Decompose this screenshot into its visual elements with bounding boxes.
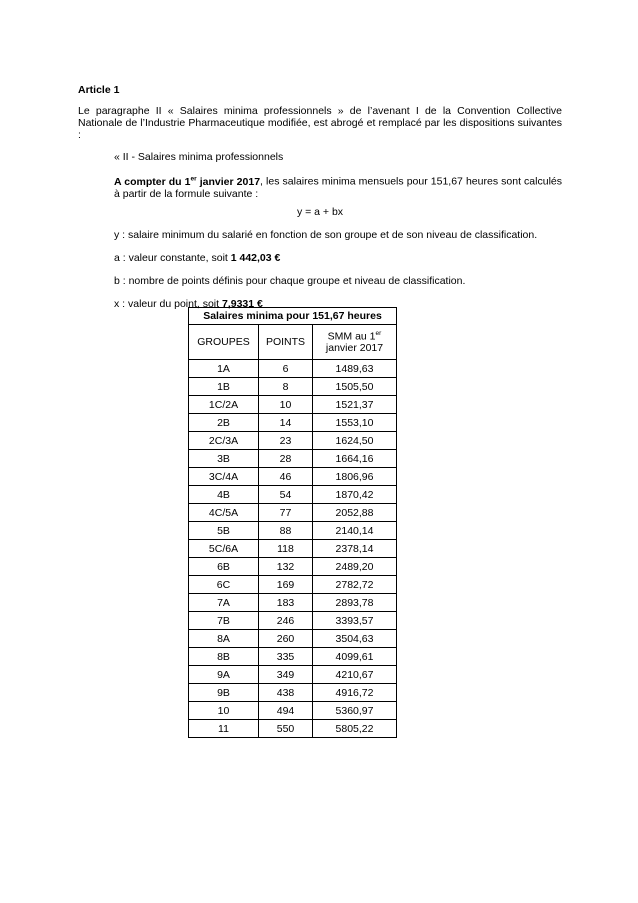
cell-points: 14 xyxy=(259,414,313,432)
cell-groupe: 5C/6A xyxy=(189,540,259,558)
cell-groupe: 8B xyxy=(189,648,259,666)
cell-points: 335 xyxy=(259,648,313,666)
cell-groupe: 3B xyxy=(189,450,259,468)
cell-groupe: 4B xyxy=(189,486,259,504)
cell-smm: 5805,22 xyxy=(313,720,397,738)
cell-groupe: 9B xyxy=(189,684,259,702)
b-definition: b : nombre de points définis pour chaque groupe et niveau de classification. xyxy=(114,274,466,287)
section-heading: « II - Salaires minima professionnels xyxy=(114,151,284,163)
cell-groupe: 2C/3A xyxy=(189,432,259,450)
table-row xyxy=(189,360,397,378)
cell-smm: 2140,14 xyxy=(313,522,397,540)
cell-groupe: 4C/5A xyxy=(189,504,259,522)
cell-smm: 2782,72 xyxy=(313,576,397,594)
table-row xyxy=(189,684,397,702)
cell-groupe: 7A xyxy=(189,594,259,612)
table-row xyxy=(189,558,397,576)
table-row xyxy=(189,414,397,432)
cell-smm: 3393,57 xyxy=(313,612,397,630)
cell-points: 54 xyxy=(259,486,313,504)
cell-points: 10 xyxy=(259,396,313,414)
cell-smm: 1870,42 xyxy=(313,486,397,504)
cell-points: 494 xyxy=(259,702,313,720)
table-row xyxy=(189,522,397,540)
cell-groupe: 11 xyxy=(189,720,259,738)
cell-smm: 4099,61 xyxy=(313,648,397,666)
cell-groupe: 8A xyxy=(189,630,259,648)
cell-groupe: 1B xyxy=(189,378,259,396)
cell-smm: 1806,96 xyxy=(313,468,397,486)
cell-points: 169 xyxy=(259,576,313,594)
article-title: Article 1 xyxy=(78,84,120,96)
cell-points: 46 xyxy=(259,468,313,486)
cell-smm: 2378,14 xyxy=(313,540,397,558)
cell-smm: 1521,37 xyxy=(313,396,397,414)
table-row xyxy=(189,576,397,594)
cell-smm: 5360,97 xyxy=(313,702,397,720)
table-row xyxy=(189,720,397,738)
table-row xyxy=(189,504,397,522)
table-row xyxy=(189,594,397,612)
table-row xyxy=(189,648,397,666)
cell-points: 132 xyxy=(259,558,313,576)
cell-points: 260 xyxy=(259,630,313,648)
cell-smm: 1505,50 xyxy=(313,378,397,396)
cell-groupe: 10 xyxy=(189,702,259,720)
cell-points: 77 xyxy=(259,504,313,522)
date-paragraph xyxy=(114,173,562,200)
cell-points: 6 xyxy=(259,360,313,378)
cell-points: 8 xyxy=(259,378,313,396)
date-rest: , les salaires minima mensuels pour 151,67 heures sont calculés à partir de la formule suivante : xyxy=(114,175,562,200)
y-definition: y : salaire minimum du salarié en fonction de son groupe et de son niveau de classification. xyxy=(114,228,538,241)
header-groupes: GROUPES xyxy=(189,325,259,360)
table-row xyxy=(189,450,397,468)
cell-groupe: 1A xyxy=(189,360,259,378)
cell-points: 118 xyxy=(259,540,313,558)
formula: y = a + bx xyxy=(296,205,344,218)
cell-points: 23 xyxy=(259,432,313,450)
cell-groupe: 5B xyxy=(189,522,259,540)
cell-groupe: 6B xyxy=(189,558,259,576)
cell-groupe: 1C/2A xyxy=(189,396,259,414)
table-row xyxy=(189,702,397,720)
table-row xyxy=(189,378,397,396)
table-row xyxy=(189,630,397,648)
cell-points: 88 xyxy=(259,522,313,540)
cell-groupe: 7B xyxy=(189,612,259,630)
table-row xyxy=(189,396,397,414)
date-lead: A compter du 1er janvier 2017 xyxy=(114,175,261,188)
cell-smm: 4916,72 xyxy=(313,684,397,702)
table-row xyxy=(189,666,397,684)
cell-points: 183 xyxy=(259,594,313,612)
cell-points: 246 xyxy=(259,612,313,630)
x-definition: x : valeur du point, soit 7,9331 € xyxy=(114,297,263,310)
document-page xyxy=(78,84,562,310)
table-row xyxy=(189,468,397,486)
intro-paragraph: Le paragraphe II « Salaires minima professionnels » de l’avenant I de la Convention Collective Nationale de l’Industrie Pharmaceutique modifiée, est abrogé et remplacé par les dispositions suivantes : xyxy=(78,105,562,141)
table-caption: Salaires minima pour 151,67 heures xyxy=(189,308,397,325)
cell-points: 550 xyxy=(259,720,313,738)
a-definition: a : valeur constante, soit 1 442,03 € xyxy=(114,251,281,264)
cell-points: 438 xyxy=(259,684,313,702)
cell-smm: 1489,63 xyxy=(313,360,397,378)
header-smm: SMM au 1er janvier 2017 xyxy=(313,325,397,360)
header-points: POINTS xyxy=(259,325,313,360)
cell-smm: 1664,16 xyxy=(313,450,397,468)
cell-points: 28 xyxy=(259,450,313,468)
cell-smm: 2052,88 xyxy=(313,504,397,522)
cell-groupe: 2B xyxy=(189,414,259,432)
cell-groupe: 6C xyxy=(189,576,259,594)
cell-smm: 2489,20 xyxy=(313,558,397,576)
cell-groupe: 3C/4A xyxy=(189,468,259,486)
salary-table xyxy=(188,307,397,738)
cell-groupe: 9A xyxy=(189,666,259,684)
table-row xyxy=(189,540,397,558)
cell-smm: 3504,63 xyxy=(313,630,397,648)
cell-smm: 4210,67 xyxy=(313,666,397,684)
table-row xyxy=(189,432,397,450)
cell-smm: 2893,78 xyxy=(313,594,397,612)
table-row xyxy=(189,612,397,630)
table-row xyxy=(189,486,397,504)
cell-points: 349 xyxy=(259,666,313,684)
table-body xyxy=(189,360,397,738)
cell-smm: 1624,50 xyxy=(313,432,397,450)
cell-smm: 1553,10 xyxy=(313,414,397,432)
